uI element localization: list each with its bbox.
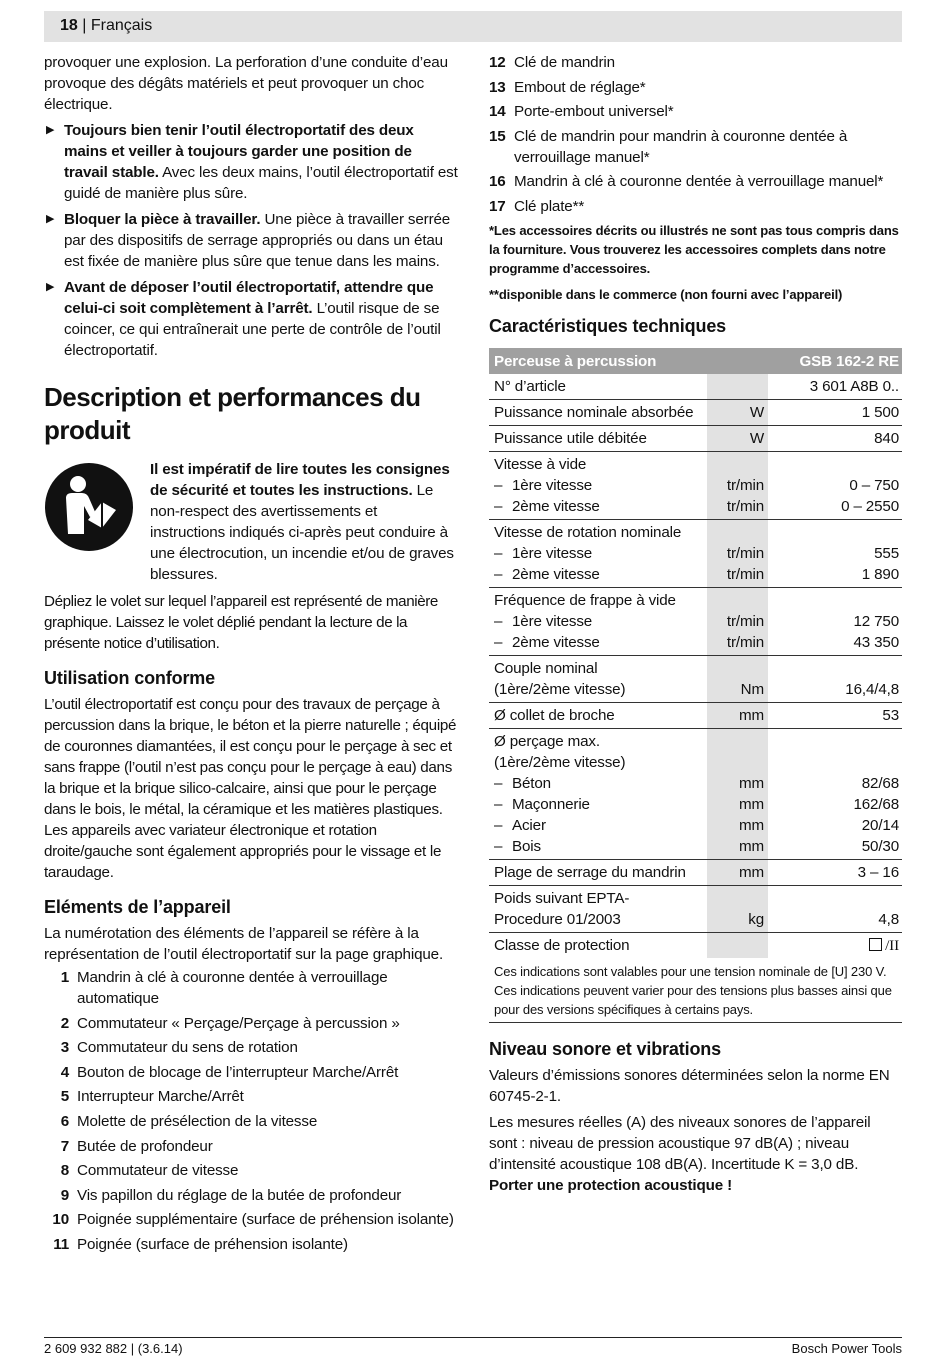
bullet-text: Une pièce à travailler serrée par des dispositifs de serrage appropriés ou dans un étau est fixée de manière plus sûre que tenue dans les mains. xyxy=(64,211,451,270)
safety-bullet xyxy=(44,120,459,204)
bullet-bold: Toujours bien tenir l’outil électroportatif des deux mains et veiller à toujours garder une position de travail stable. xyxy=(64,122,414,181)
bullet-bold: Avant de déposer l’outil électroportatif, attendre que celui-ci soit complètement à l’arrêt. xyxy=(64,279,434,317)
page-header: 18 | Français xyxy=(44,11,902,42)
row-label: Ø collet de broche xyxy=(489,702,707,728)
row-value: 0 – 750 xyxy=(849,476,899,494)
brand-label: Bosch Power Tools xyxy=(791,1341,902,1356)
row-label: 1ère vitesse xyxy=(512,476,593,494)
item-text: Molette de présélection de la vitesse xyxy=(77,1112,318,1130)
table-row xyxy=(489,773,902,794)
dash: – xyxy=(494,565,503,583)
table-footnote: Ces indications sont valables pour une tension nominale de [U] 230 V. Ces indications peuvent varier pour des tensions plus basses ainsi que pour des versions spécifiques à certains pays. xyxy=(489,958,902,1023)
row-value: 16,4/4,8 xyxy=(768,655,902,702)
warning-bold: Il est impératif de lire toutes les consignes de sécurité et toutes les instructions. xyxy=(150,461,450,499)
read-instructions-warning xyxy=(44,459,459,585)
item-text: Clé de mandrin pour mandrin à couronne dentée à verrouillage manuel* xyxy=(514,127,848,166)
row-unit: mm xyxy=(707,815,768,836)
table-header-row xyxy=(489,348,902,374)
row-value: 1 500 xyxy=(768,399,902,425)
list-item xyxy=(489,171,902,192)
item-number: 15 xyxy=(489,127,506,145)
row-unit: W xyxy=(707,425,768,451)
item-number: 11 xyxy=(53,1235,69,1253)
unfold-paragraph: Dépliez le volet sur lequel l’appareil est représenté de manière graphique. Laissez le volet déplié pendant la lecture de la présente notice d’utilisation. xyxy=(44,593,438,652)
table-row xyxy=(489,632,902,656)
row-unit: mm xyxy=(707,836,768,860)
row-value: 555 xyxy=(874,544,899,562)
list-item xyxy=(489,126,902,168)
noise-paragraph-2: Les mesures réelles (A) des niveaux sonores de l’appareil sont : niveau de pression acoustique 97 dB(A) ; niveau d’intensité acoustique 108 dB(A). Incertitude K = 3,0 dB. xyxy=(489,1113,871,1173)
dash: – xyxy=(494,544,503,562)
elements-intro: La numérotation des éléments de l’appareil se réfère à la représentation de l’outil électroportatif sur la page graphique. xyxy=(44,925,444,963)
dash: – xyxy=(494,497,503,515)
tech-specs-title: Caractéristiques techniques xyxy=(489,315,727,336)
safety-bullet xyxy=(44,277,459,361)
item-text: Commutateur « Perçage/Perçage à percussion » xyxy=(77,1014,400,1032)
list-item xyxy=(44,1185,459,1206)
protection-class-icon xyxy=(869,938,882,951)
row-label: N° d’article xyxy=(489,374,707,400)
bullet-text: L’outil risque de se coincer, ce qui entraînerait une perte de contrôle de l’outil électroportatif. xyxy=(64,300,441,359)
item-text: Vis papillon du réglage de la butée de profondeur xyxy=(77,1186,402,1204)
dash: – xyxy=(494,837,503,855)
row-unit: tr/min xyxy=(707,564,768,588)
item-text: Butée de profondeur xyxy=(77,1137,213,1155)
row-value: 0 – 2550 xyxy=(768,496,902,520)
list-item xyxy=(44,1037,459,1058)
warning-text: Le non-respect des avertissements et instructions indiqués ci-après peut conduire à une électrocution, un incendie et/ou de graves blessures. xyxy=(150,482,454,583)
commercial-note: **disponible dans le commerce (non fourni avec l’appareil) xyxy=(489,286,843,302)
accessories-note: *Les accessoires décrits ou illustrés ne sont pas tous compris dans la fourniture. Vous trouverez les accessoires complets dans notre programme d’accessoires. xyxy=(489,222,899,276)
row-unit: tr/min xyxy=(707,475,768,496)
row-label: Vitesse à vide xyxy=(494,455,587,473)
language-label: Français xyxy=(90,17,153,34)
intro-paragraph: provoquer une explosion. La perforation d’une conduite d’eau provoque des dégâts matériels et peut provoquer un choc électrique. xyxy=(44,54,448,113)
table-row xyxy=(489,932,902,958)
table-row xyxy=(489,859,902,885)
dash: – xyxy=(494,633,503,651)
row-value: 162/68 xyxy=(853,795,899,813)
elements-title: Eléments de l’appareil xyxy=(44,897,231,917)
elements-list xyxy=(44,967,459,1255)
list-item xyxy=(44,1013,459,1034)
list-item xyxy=(489,52,902,73)
table-header-model: GSB 162-2 RE xyxy=(768,348,902,374)
row-unit: Nm xyxy=(707,655,768,702)
item-text: Porte-embout universel* xyxy=(514,103,674,121)
row-unit: mm xyxy=(707,794,768,815)
table-row xyxy=(489,702,902,728)
item-text: Commutateur de vitesse xyxy=(77,1162,239,1180)
noise-warning-bold: Porter une protection acoustique ! xyxy=(489,1176,732,1194)
item-text: Bouton de blocage de l’interrupteur Marche/Arrêt xyxy=(77,1063,399,1081)
table-row xyxy=(489,475,902,496)
item-number: 2 xyxy=(60,1014,69,1032)
row-value: 53 xyxy=(768,702,902,728)
row-unit: tr/min xyxy=(707,496,768,520)
row-value: 50/30 xyxy=(768,836,902,860)
row-label: Maçonnerie xyxy=(512,795,590,813)
right-column xyxy=(489,52,902,1196)
row-unit: tr/min xyxy=(707,611,768,632)
table-row xyxy=(489,519,902,543)
list-item xyxy=(44,967,459,1009)
left-column xyxy=(44,52,459,1259)
row-value: 840 xyxy=(768,425,902,451)
bullet-arrow-icon: ▶ xyxy=(46,281,55,293)
item-number: 17 xyxy=(489,197,506,215)
row-label: 1ère vitesse xyxy=(512,612,593,630)
intended-use-title: Utilisation conforme xyxy=(44,668,216,688)
item-number: 4 xyxy=(60,1063,69,1081)
intended-use-paragraph: L’outil électroportatif est conçu pour des travaux de perçage à percussion dans la brique, le béton et la pierre naturelle ; équipé de couronnes diamantées, il est conçu pour le perçage à sec et sans frappe (l’outil n’est pas conçu pour le perçage à eau) dans la brique et la brique silico-calcaire, ainsi que pour le perçage dans le bois, le métal, la céramique et les matières plastiques. Les appareils avec variateur électronique et rotation droite/gauche sont également appropriés pour le vissage et le taraudage. xyxy=(44,696,457,881)
item-text: Poignée (surface de préhension isolante) xyxy=(77,1235,348,1253)
noise-warning xyxy=(489,1175,902,1196)
list-item xyxy=(44,1209,459,1230)
list-item xyxy=(44,1062,459,1083)
row-label: Fréquence de frappe à vide xyxy=(494,591,676,609)
item-number: 9 xyxy=(60,1186,69,1204)
bullet-arrow-icon: ▶ xyxy=(46,124,55,136)
row-value: 1 890 xyxy=(768,564,902,588)
row-value: /II xyxy=(885,936,899,954)
item-text: Interrupteur Marche/Arrêt xyxy=(77,1088,244,1106)
dash: – xyxy=(494,476,503,494)
list-item xyxy=(44,1136,459,1157)
row-label: Poids suivant EPTA-Procedure 01/2003 xyxy=(489,885,707,932)
item-text: Embout de réglage* xyxy=(514,78,646,96)
list-item xyxy=(44,1160,459,1181)
row-unit: tr/min xyxy=(707,632,768,656)
item-number: 5 xyxy=(60,1088,69,1106)
table-row xyxy=(489,836,902,860)
document-code: 2 609 932 882 | (3.6.14) xyxy=(44,1341,183,1356)
noise-title: Niveau sonore et vibrations xyxy=(489,1038,722,1059)
item-text: Commutateur du sens de rotation xyxy=(77,1039,298,1057)
row-label: Couple nominal (1ère/2ème vitesse) xyxy=(489,655,707,702)
row-label: Classe de protection xyxy=(494,936,630,954)
table-row xyxy=(489,496,902,520)
bullet-text: Avec les deux mains, l’outil électroportatif est guidé de manière plus sûre. xyxy=(64,164,458,202)
table-row xyxy=(489,885,902,932)
dash: – xyxy=(494,774,503,792)
item-number: 8 xyxy=(60,1162,69,1180)
row-value: 43 350 xyxy=(768,632,902,656)
item-text: Poignée supplémentaire (surface de préhension isolante) xyxy=(77,1211,454,1229)
item-number: 6 xyxy=(60,1112,69,1130)
row-label: Béton xyxy=(512,774,551,792)
row-label: Ø perçage max. (1ère/2ème vitesse) xyxy=(494,732,626,771)
bullet-arrow-icon: ▶ xyxy=(46,213,55,225)
bullet-bold: Bloquer la pièce à travailler. xyxy=(64,211,261,228)
row-unit: kg xyxy=(707,885,768,932)
item-number: 14 xyxy=(489,103,506,121)
item-number: 7 xyxy=(60,1137,69,1155)
row-value: 82/68 xyxy=(861,774,899,792)
row-value: 4,8 xyxy=(768,885,902,932)
row-unit: mm xyxy=(707,702,768,728)
row-label: Plage de serrage du mandrin xyxy=(489,859,707,885)
table-row xyxy=(489,655,902,702)
spec-table xyxy=(489,348,902,958)
page-footer xyxy=(44,1337,902,1356)
row-label: Puissance utile débitée xyxy=(489,425,707,451)
table-row xyxy=(489,815,902,836)
list-item xyxy=(44,1234,459,1255)
read-manual-icon xyxy=(44,462,134,552)
row-unit: W xyxy=(707,399,768,425)
row-label: Acier xyxy=(512,816,546,834)
item-number: 10 xyxy=(52,1211,69,1229)
row-label: Bois xyxy=(512,837,541,855)
row-label: 2ème vitesse xyxy=(512,497,600,515)
elements-list-continued xyxy=(489,52,902,217)
item-text: Mandrin à clé à couronne dentée à verrouillage manuel* xyxy=(514,173,884,191)
table-row xyxy=(489,794,902,815)
list-item xyxy=(489,77,902,98)
dash: – xyxy=(494,816,503,834)
item-text: Clé de mandrin xyxy=(514,54,615,71)
table-row xyxy=(489,451,902,475)
row-value: 3 – 16 xyxy=(768,859,902,885)
table-row xyxy=(489,399,902,425)
row-unit: mm xyxy=(707,773,768,794)
table-row xyxy=(489,543,902,564)
item-text: Clé plate** xyxy=(514,197,585,215)
item-number: 1 xyxy=(60,969,69,986)
table-row xyxy=(489,374,902,400)
row-label: 1ère vitesse xyxy=(512,544,593,562)
item-number: 3 xyxy=(60,1039,69,1057)
item-number: 13 xyxy=(489,78,506,96)
table-row xyxy=(489,611,902,632)
table-row xyxy=(489,587,902,611)
section-title: Description et performances du produit xyxy=(44,382,421,445)
item-number: 12 xyxy=(489,54,506,71)
table-header-product: Perceuse à percussion xyxy=(489,348,707,374)
row-label: Puissance nominale absorbée xyxy=(489,399,707,425)
row-value: 12 750 xyxy=(853,612,899,630)
row-label: 2ème vitesse xyxy=(512,565,600,583)
row-label: Vitesse de rotation nominale xyxy=(494,523,682,541)
dash: – xyxy=(494,612,503,630)
list-item xyxy=(489,196,902,217)
row-value: 20/14 xyxy=(861,816,899,834)
item-number: 16 xyxy=(489,173,506,191)
table-row xyxy=(489,564,902,588)
row-unit: tr/min xyxy=(707,543,768,564)
table-row xyxy=(489,425,902,451)
row-value: 3 601 A8B 0.. xyxy=(768,374,902,400)
list-item xyxy=(44,1111,459,1132)
noise-paragraph-1: Valeurs d’émissions sonores déterminées selon la norme EN 60745-2-1. xyxy=(489,1066,890,1105)
list-item xyxy=(44,1086,459,1107)
safety-bullet xyxy=(44,209,459,272)
page-number: 18 xyxy=(60,17,78,34)
row-unit: mm xyxy=(707,859,768,885)
list-item xyxy=(489,101,902,122)
item-text: Mandrin à clé à couronne dentée à verrouillage automatique xyxy=(77,969,388,1007)
table-row xyxy=(489,728,902,773)
row-label: 2ème vitesse xyxy=(512,633,600,651)
dash: – xyxy=(494,795,503,813)
